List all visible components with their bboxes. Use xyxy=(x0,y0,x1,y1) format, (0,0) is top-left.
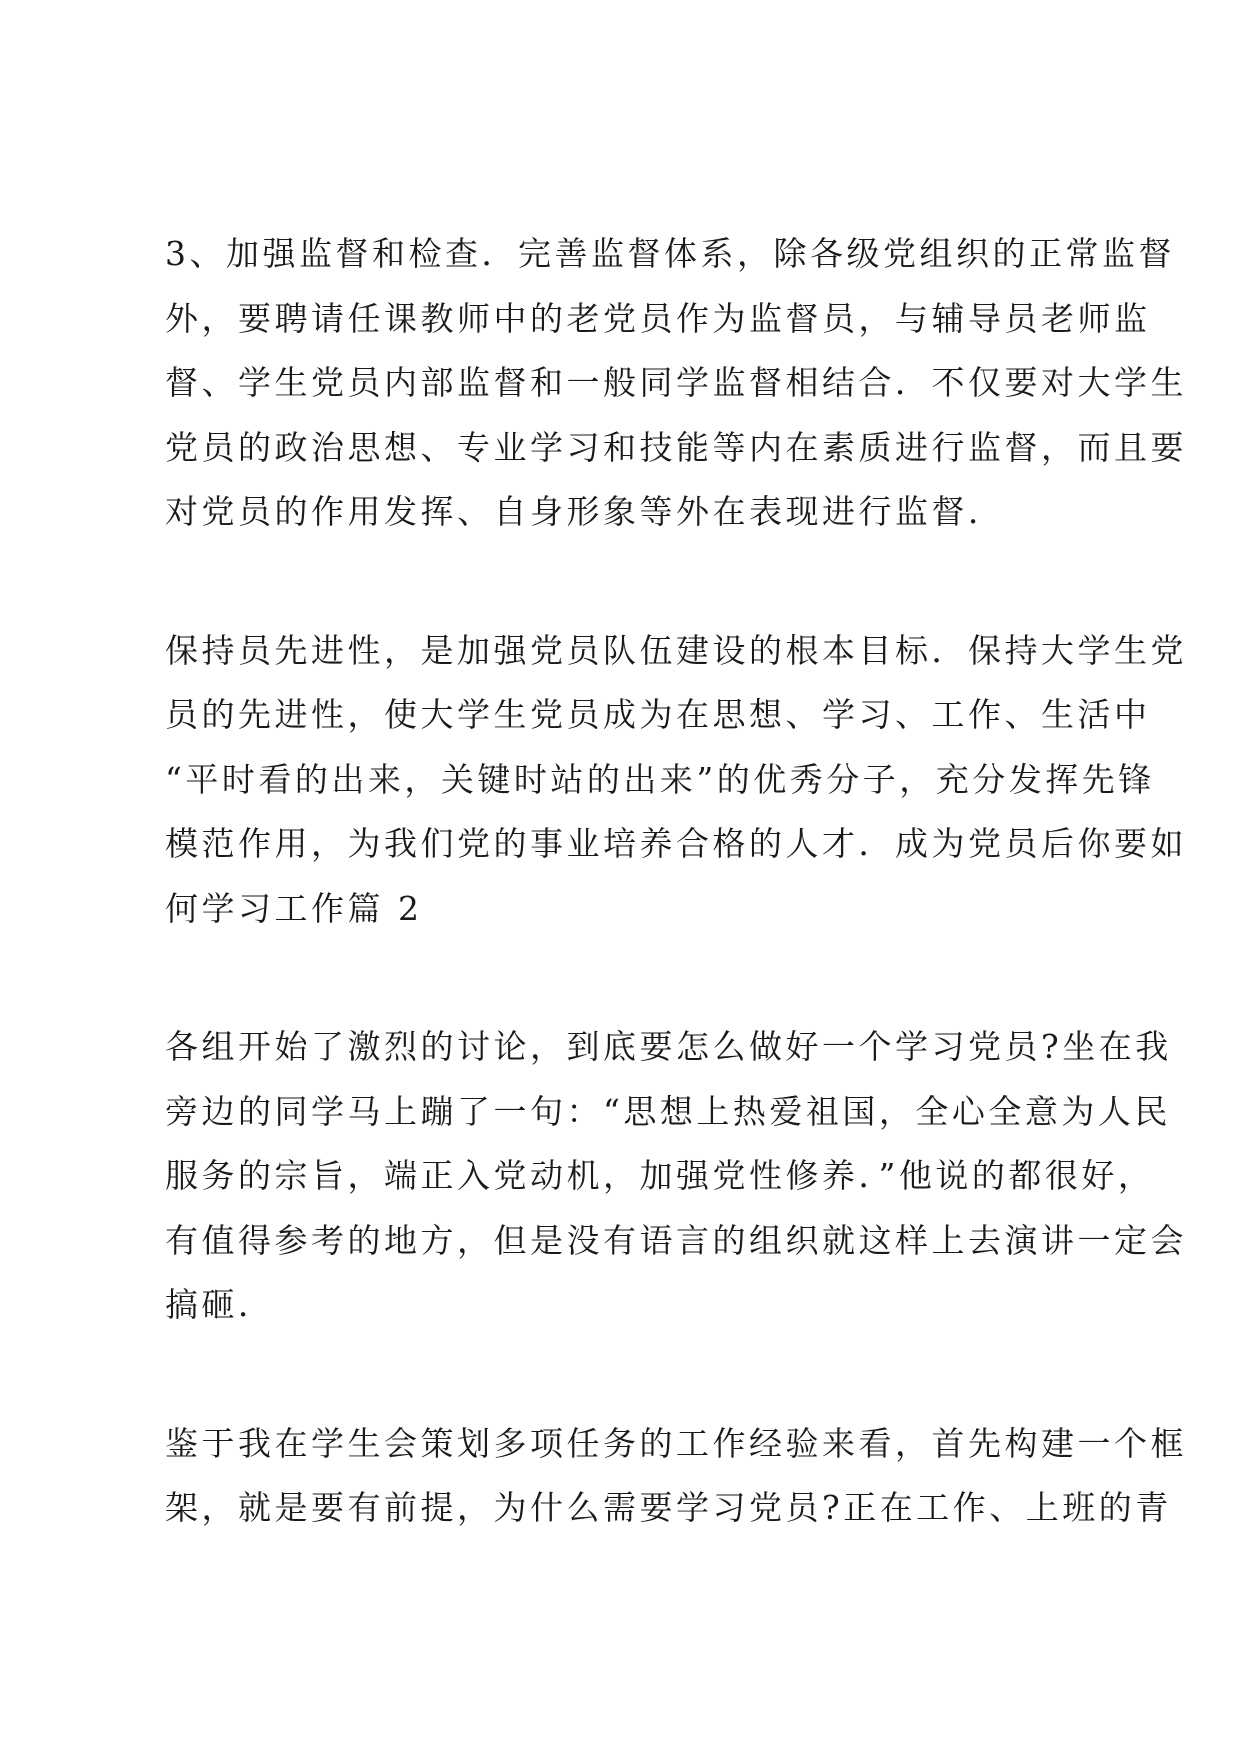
text-line: 旁边的同学马上蹦了一句：“思想上热爱祖国，全心全意为人民 xyxy=(165,1091,1171,1131)
text-line: 外，要聘请任课教师中的老党员作为监督员，与辅导员老师监 xyxy=(165,298,1151,338)
paragraph-experience xyxy=(165,1412,1187,1541)
paragraph-discussion xyxy=(165,1015,1187,1338)
text-line: 督、学生党员内部监督和一般同学监督相结合．不仅要对大学生 xyxy=(165,363,1187,402)
paragraph-supervision xyxy=(165,222,1187,545)
text-line: “平时看的出来，关键时站的出来”的优秀分子，充分发挥先锋 xyxy=(165,759,1155,799)
text-line: 模范作用，为我们党的事业培养合格的人才．成为党员后你要如 xyxy=(165,824,1187,863)
paragraph-advancement xyxy=(165,619,1187,942)
text-line: 保持员先进性，是加强党员队伍建设的根本目标．保持大学生党 xyxy=(165,630,1187,670)
text-line: 党员的政治思想、专业学习和技能等内在素质进行监督，而且要 xyxy=(165,427,1187,467)
text-line: 各组开始了激烈的讨论，到底要怎么做好一个学习党员?坐在我 xyxy=(165,1027,1172,1066)
text-line: 鉴于我在学生会策划多项任务的工作经验来看，首先构建一个框 xyxy=(165,1423,1187,1463)
text-line: 何学习工作篇 2 xyxy=(165,888,423,928)
text-line: 对党员的作用发挥、自身形象等外在表现进行监督． xyxy=(165,492,1005,531)
text-line: 搞砸． xyxy=(165,1285,275,1324)
text-line: 员的先进性，使大学生党员成为在思想、学习、工作、生活中 xyxy=(165,695,1151,734)
text-line: 3、加强监督和检查．完善监督体系，除各级党组织的正常监督 xyxy=(165,234,1175,273)
text-line: 架，就是要有前提，为什么需要学习党员?正在工作、上班的青 xyxy=(165,1488,1172,1527)
text-line: 服务的宗旨，端正入党动机，加强党性修养．”他说的都很好， xyxy=(165,1156,1155,1195)
text-line: 有值得参考的地方，但是没有语言的组织就这样上去演讲一定会 xyxy=(165,1220,1187,1260)
document-body xyxy=(165,222,1187,1615)
